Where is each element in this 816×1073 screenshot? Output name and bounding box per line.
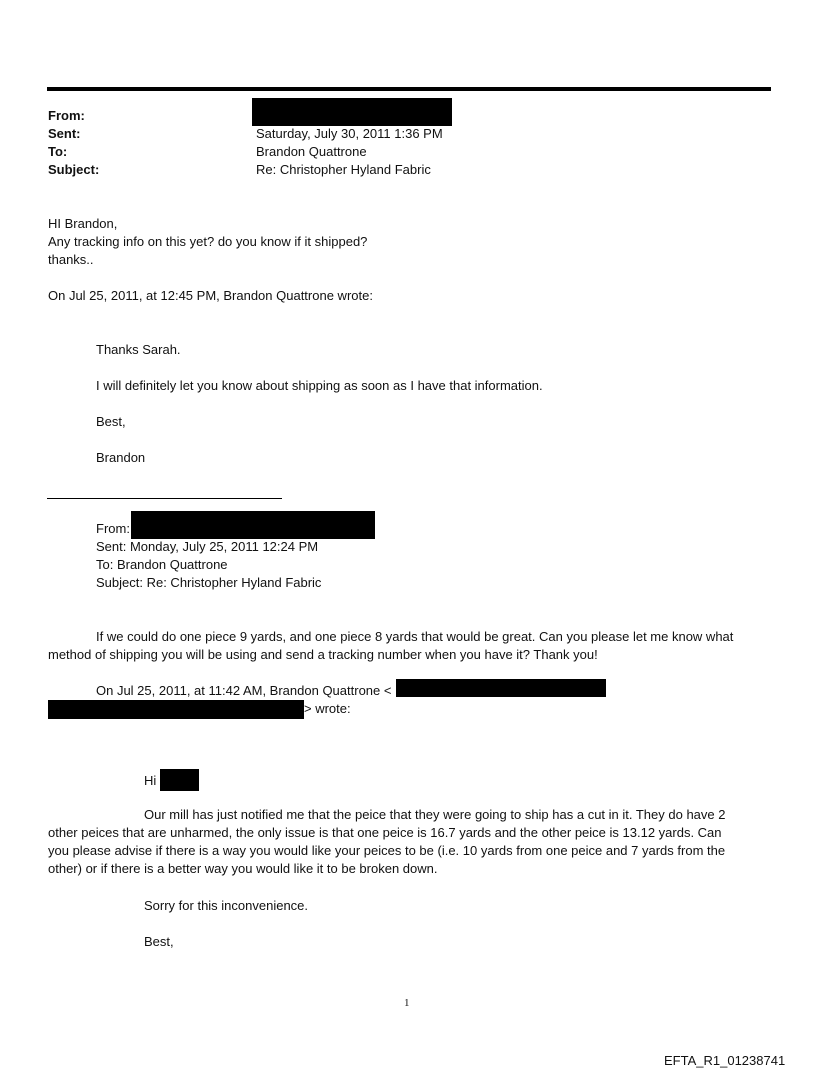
quote-divider bbox=[47, 498, 282, 499]
from-label: From: bbox=[48, 108, 85, 123]
subject-label: Subject: bbox=[48, 162, 100, 177]
quote2-intro-line-2: > wrote: bbox=[304, 701, 351, 716]
reply-greeting: HI Brandon, bbox=[48, 216, 118, 231]
quote1-signoff: Best, bbox=[96, 414, 126, 429]
quote1-thanks: Thanks Sarah. bbox=[96, 342, 181, 357]
to-value: Brandon Quattrone bbox=[256, 144, 367, 159]
quote3-signoff: Best, bbox=[144, 934, 174, 949]
reply-line-1: Any tracking info on this yet? do you know if it shipped? bbox=[48, 234, 368, 249]
quote3-para-line-4: other) or if there is a better way you would like it to be broken down. bbox=[48, 861, 438, 876]
redaction-quote2-from bbox=[131, 511, 375, 539]
quote2-body-line-1: If we could do one piece 9 yards, and one piece 8 yards that would be great. Can you please let me know what bbox=[96, 629, 734, 644]
quote-intro: On Jul 25, 2011, at 12:45 PM, Brandon Quattrone wrote: bbox=[48, 288, 373, 303]
header-rule bbox=[47, 87, 771, 91]
document-id: EFTA_R1_01238741 bbox=[664, 1053, 786, 1068]
quote2-body-line-2: method of shipping you will be using and send a tracking number when you have it? Thank you! bbox=[48, 647, 598, 662]
reply-line-2: thanks.. bbox=[48, 252, 94, 267]
to-label: To: bbox=[48, 144, 68, 159]
quote3-para-line-2: other peices that are unharmed, the only issue is that one peice is 16.7 yards and the other peice is 13.12 yards. Can bbox=[48, 825, 722, 840]
quote3-apology: Sorry for this inconvenience. bbox=[144, 898, 309, 913]
quote3-para-line-1: Our mill has just notified me that the peice that they were going to ship has a cut in it. They do have 2 bbox=[144, 807, 726, 822]
sent-label: Sent: bbox=[48, 126, 81, 141]
sent-value: Saturday, July 30, 2011 1:36 PM bbox=[256, 126, 443, 141]
quote1-body: I will definitely let you know about shipping as soon as I have that information. bbox=[96, 378, 543, 393]
quote2-sent: Sent: Monday, July 25, 2011 12:24 PM bbox=[96, 539, 319, 554]
redaction-recipient-name bbox=[160, 769, 199, 791]
quote1-name: Brandon bbox=[96, 450, 146, 465]
quote3-greeting: Hi bbox=[144, 773, 157, 788]
subject-value: Re: Christopher Hyland Fabric bbox=[256, 162, 431, 177]
redaction-email-2 bbox=[48, 700, 304, 719]
quote2-intro-line-1: On Jul 25, 2011, at 11:42 AM, Brandon Quattrone < bbox=[96, 683, 392, 698]
redaction-email-1 bbox=[396, 679, 606, 697]
quote3-para-line-3: you please advise if there is a way you would like your peices to be (i.e. 10 yards from one peice and 7 yards from the bbox=[48, 843, 726, 858]
quote2-to: To: Brandon Quattrone bbox=[96, 557, 228, 572]
page-number: 1 bbox=[404, 997, 410, 1009]
redaction-sender bbox=[252, 98, 452, 126]
quote2-from: From: bbox=[96, 521, 130, 536]
quote2-subject: Subject: Re: Christopher Hyland Fabric bbox=[96, 575, 322, 590]
